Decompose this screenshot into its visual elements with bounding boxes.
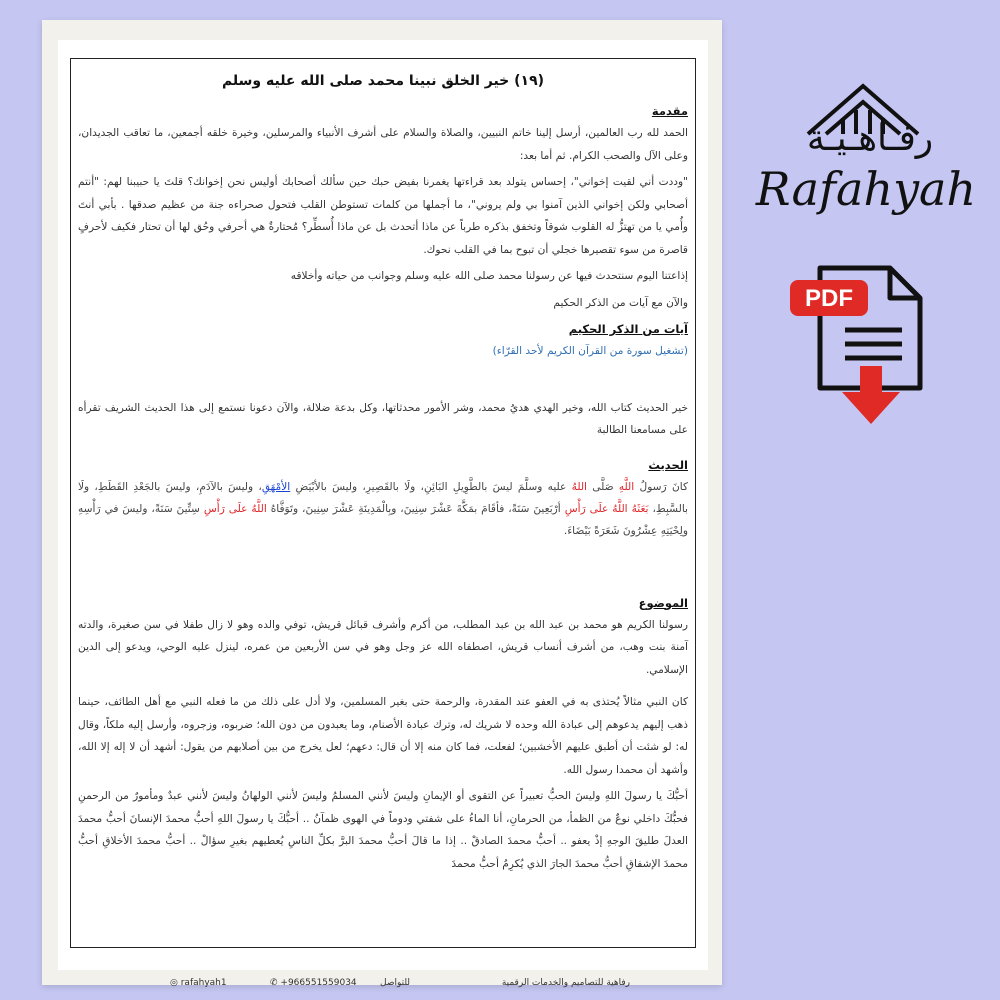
hadith-segment: صَلَّى xyxy=(587,480,619,493)
hadith-heading: الحديث xyxy=(648,457,688,472)
hadith-segment: سِتِّينَ سَنَةً، وليسَ في رَأْسِهِ ولِحْيَتِهِ عِشْرُونَ شَعَرَةً بَيْضَاءَ. xyxy=(78,502,688,537)
hadith-highlight: بَعَثَهُ اللَّهُ علَى رَأْسِ xyxy=(564,502,649,515)
hadith-segment: كانَ رَسولُ xyxy=(634,480,688,493)
hadith-highlight: اللهُ xyxy=(571,480,587,493)
handle-text: rafahyah1 xyxy=(180,978,227,988)
quran-note: (تشغيل سورة من القرآن الكريم لأحد القرّاء) xyxy=(492,345,688,357)
pdf-download-icon[interactable] xyxy=(790,258,940,428)
hadith-segment: أرْبَعِينَ سَنَةً، فأقَامَ بمَكَّةَ عَشْرَ سِنِينَ، وبِالْمَدِينَةِ عَشْرَ سِنِينَ، وتَوَفَّاهُ xyxy=(266,502,565,515)
hadith-text xyxy=(78,476,688,542)
document-page xyxy=(58,40,708,988)
footer-handle xyxy=(170,978,227,988)
intro-paragraph: "وددت أني لقيت إخواني"، إحساس يتولد بعد قراءتها يغمرنا بفيض حبك حين سألك أصحابك أوليس نحن إخوانك؟ قلتَ يا حبيبنا لهم: "أنتم أصحابي ولكن إخواني الذين آمنوا بي ولم يروني"، ما أجملها من كلمات تستوطن القلب فتحول صحراءه جنة من عظيم صدقها . بأبي أنتَ وأُمي يا من تهتزُّ له القلوب شوقاً وتخفق بذكره طرباً عن ماذا أتحدث بل عن ماذا أُسطِّر؟ مُحتارةٌ هي أحرفي وحُق لها أن تحتار فكيف لأحرفٍ قاصرة من سوء تقصيرها خجلي أن تبوح بما في القلب نحوك. xyxy=(78,176,688,256)
pdf-label: PDF xyxy=(805,285,853,312)
footer-contact-label: للتواصل xyxy=(380,978,411,988)
document-body xyxy=(78,68,688,948)
quran-heading: آيات من الذكر الحكيم xyxy=(568,322,688,336)
hadith-segment: عليه وسلَّمَ ليسَ بالطَّوِيلِ البَائِنِ، ولَا بالقَصِيرِ، وليسَ بالأبْيَضِ xyxy=(290,480,572,493)
intro-heading: مقدمة xyxy=(651,104,688,118)
brand-name-arabic: رفـاهـيـة xyxy=(806,118,934,159)
topic-heading: الموضوع xyxy=(638,595,688,610)
footer-phone: ✆ +966551559034 xyxy=(270,978,357,988)
topic-paragraph: أحبُّكَ يا رسولَ اللهِ وليسَ الحبُّ تعبيراً عن التقوى أو الإيمانِ وليسَ لأنني المسلمُ وليسَ لأنني الولهانُ وليسَ لأنني عبدٌ ومأمورٌ من الرحمنِ فحبُّكَ داخلي نوعٌ من الظمأ، من الحرمانِ، أنا الماءُ على شفتي ودوماً في الهوى ظمآنُ .. أحبُّكَ يا رسولَ اللهِ أحبُّ محمدَ الإنسانَ أحبُّ محمدَ العدلَ طليقَ الوجهِ إذْ يعفو .. أحبُّ محمدَ الصادقْ .. إذا ما قالَ أحبُّ محمدَ البرَّ بكلِّ الناسِ يُعطيهم بغيرِ سؤالْ .. أحبُّ محمدَ الأخلاقِ أحبُّ محمدَ الإشفاقِ أحبُّ محمدَ الجارَ الذي يُكرِمُ أحبُّ محمدَ xyxy=(78,790,688,870)
hadith-link[interactable]: الأمْهَقِ xyxy=(261,480,291,493)
hadith-highlight: اللَّهِ xyxy=(618,480,635,493)
intro-paragraph: والآن مع آيات من الذكر الحكيم xyxy=(553,296,688,309)
document-title: (١٩) خير الخلق نبينا محمد صلى الله عليه وسلم xyxy=(221,73,545,89)
intro-paragraph: إذاعتنا اليوم سنتحدث فيها عن رسولنا محمد صلى الله عليه وسلم وجوانب من حياته وأخلاقه xyxy=(290,270,688,282)
intro-paragraph: الحمد لله رب العالمين، أرسل إلينا خاتم النبيين، والصلاة والسلام على أشرف الأنبياء والمرسلين، وخيرة خلقه أجمعين، ما تعاقب الجديدان، وعلى الآل والصحب الكرام. ثم أما بعد: xyxy=(78,127,688,162)
instagram-icon: ◎ xyxy=(170,978,178,988)
hadith-intro: خير الحديث كتاب الله، وخير الهدي هديُ محمد، وشر الأمور محدثاتها، وكل بدعة ضلالة، والآن دعونا نستمع إلى هذا الحديث الشريف تقرأه على مسامعنا الطالبة xyxy=(78,401,688,436)
brand-name-english: Rafahyah xyxy=(755,162,977,216)
hadith-highlight: اللَّهُ علَى رَأْسِ xyxy=(203,502,267,515)
topic-paragraph: رسولنا الكريم هو محمد بن عبد الله بن عبد المطلب، من أكرم وأشرف قبائل قريش، توفي والده وهو لا زال طفلا في سن صغيرة، والدته آمنة بنت وهب، من أشرف أنساب قريش، اصطفاه الله عز وجل وهو في سن الأربعين من عمره، لينزل عليه الوحي، ويدعو إلى الدين الإسلامي. xyxy=(78,618,688,676)
phone-number: +966551559034 xyxy=(280,978,357,988)
topic-paragraph: كان النبي مثالاً يُحتذى به في العفو عند المقدرة، والرحمة حتى بغير المسلمين، ولا أدل على ذلك من ما فعله النبي مع أهل الطائف، حينما ذهب إليهم يدعوهم إلى عبادة الله وحده لا شريك له، وترك عبادة الأصنام، وما يعبدون من دون الله؛ ضربوه، وزجروه، وأرسل إليه ملكاً، وقال له: لو شئت أن أطبق عليهم الأخشبين؛ لفعلت، فما كان منه إلا أن قال: دعهم؛ لعل يخرج من بين أصلابهم من يقول: أشهد أن لا إله إلا الله، وأشهد أن محمدا رسول الله. xyxy=(78,696,688,776)
hadith-segment: ، وليسَ بالآدَمِ، وليسَ بالجَعْدِ القَطَطِ، ولَا بالسَّبِطِ، xyxy=(78,480,688,515)
footer-company: رفاهية للتصاميم والخدمات الرقمية xyxy=(501,978,630,988)
page-footer xyxy=(170,978,630,992)
